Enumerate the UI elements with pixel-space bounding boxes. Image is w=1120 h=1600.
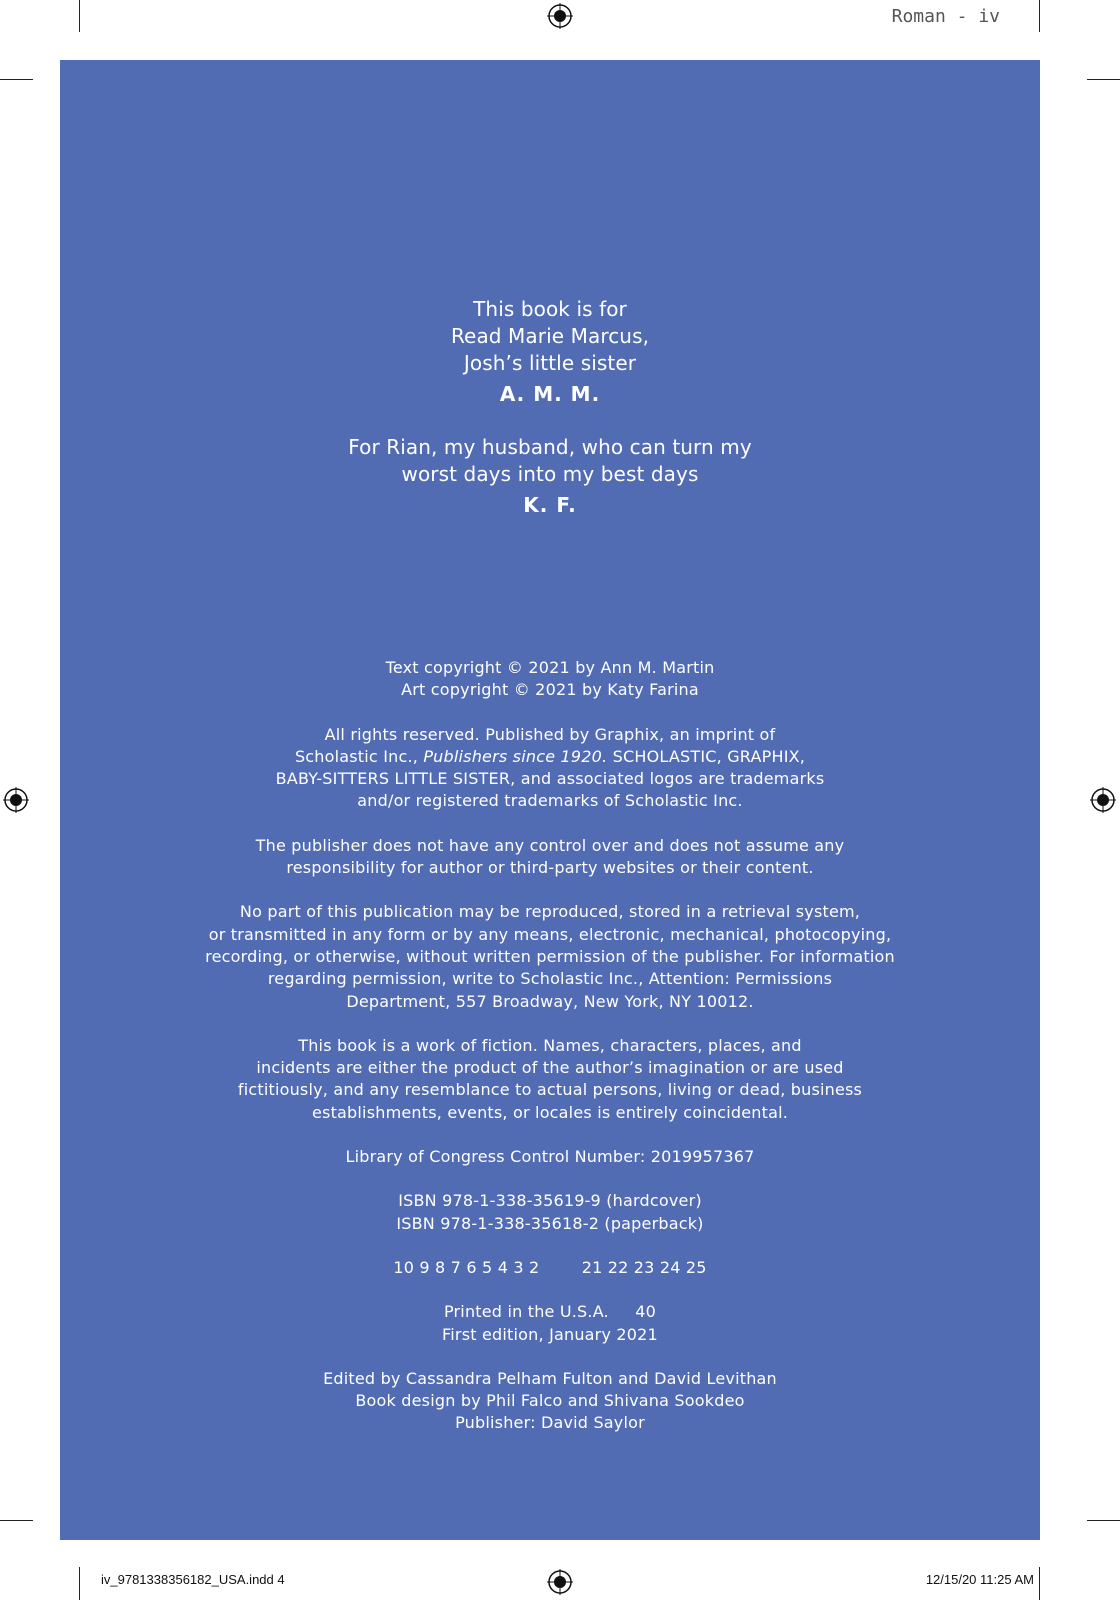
page-panel — [60, 60, 1040, 1540]
fiction-line: This book is a work of fiction. Names, characters, places, and — [298, 1035, 802, 1055]
printed-in: Printed in the U.S.A. 40 — [443, 1302, 657, 1322]
dedication-artist — [60, 434, 1040, 518]
reproduction-line: or transmitted in any form or by any means, electronic, mechanical, photocopying, — [208, 924, 892, 944]
rights-line: and/or registered trademarks of Scholastic Inc. — [357, 791, 743, 811]
credit-line: Publisher: David Saylor — [455, 1413, 645, 1433]
reproduction-line: regarding permission, write to Scholastic Inc., Attention: Permissions — [267, 969, 833, 989]
crop-mark-top-left-v — [79, 0, 80, 32]
dedication-line: For Rian, my husband, who can turn my — [348, 435, 752, 459]
credits — [60, 1368, 1040, 1435]
printer-key: 10 9 8 7 6 5 4 3 2 21 22 23 24 25 — [393, 1257, 707, 1277]
crop-mark-top-right-h — [1087, 79, 1120, 80]
isbn-paperback: ISBN 978-1-338-35618-2 (paperback) — [396, 1213, 704, 1233]
rights-statement — [60, 724, 1040, 813]
rights-line: BABY-SITTERS LITTLE SISTER, and associated logos are trademarks — [275, 769, 825, 789]
crop-mark-bottom-left-h — [0, 1520, 33, 1521]
dedication-author — [60, 296, 1040, 407]
lccn-line: Library of Congress Control Number: 2019957367 — [345, 1147, 755, 1167]
rights-text: SCHOLASTIC, GRAPHIX, — [607, 746, 806, 766]
folio-slug: Roman - iv — [891, 6, 1000, 27]
registration-mark-icon — [547, 1569, 573, 1595]
file-name-slug: iv_9781338356182_USA.indd 4 — [101, 1572, 285, 1587]
fiction-line: establishments, events, or locales is entirely coincidental. — [311, 1102, 788, 1122]
dedication-initials: A. M. M. — [499, 382, 601, 406]
website-disclaimer — [60, 835, 1040, 880]
lccn — [60, 1146, 1040, 1168]
disclaimer-line: responsibility for author or third-party websites or their content. — [286, 858, 814, 878]
disclaimer-line: The publisher does not have any control over and does not assume any — [255, 835, 845, 855]
reproduction-notice — [60, 901, 1040, 1012]
date-time-slug: 12/15/20 11:25 AM — [925, 1572, 1034, 1587]
crop-mark-top-right-v — [1039, 0, 1040, 32]
crop-mark-bottom-right-v — [1039, 1567, 1040, 1600]
dedication-initials: K. F. — [523, 493, 577, 517]
rights-text: Scholastic Inc., — [294, 746, 424, 766]
reproduction-line: No part of this publication may be reproduced, stored in a retrieval system, — [239, 902, 861, 922]
crop-mark-bottom-left-v — [79, 1567, 80, 1600]
edition: First edition, January 2021 — [442, 1324, 658, 1344]
registration-mark-icon — [3, 787, 29, 813]
credit-line: Book design by Phil Falco and Shivana Sookdeo — [355, 1391, 745, 1411]
rights-line — [60, 746, 1040, 768]
dedication-line: Read Marie Marcus, — [450, 324, 650, 348]
dedication-line: worst days into my best days — [401, 462, 699, 486]
fiction-line: incidents are either the product of the author’s imagination or are used — [256, 1058, 844, 1078]
rights-line: All rights reserved. Published by Graphix, an imprint of — [324, 724, 776, 744]
copyright-notice — [60, 657, 1040, 702]
isbn-hardcover: ISBN 978-1-338-35619-9 (hardcover) — [398, 1191, 702, 1211]
reproduction-line: Department, 557 Broadway, New York, NY 10012. — [346, 991, 754, 1011]
crop-mark-bottom-right-h — [1087, 1520, 1120, 1521]
isbn-block — [60, 1190, 1040, 1235]
printing-line — [60, 1257, 1040, 1279]
registration-mark-icon — [1090, 787, 1116, 813]
credit-line: Edited by Cassandra Pelham Fulton and David Levithan — [323, 1368, 777, 1388]
dedication-line: Josh’s little sister — [463, 351, 637, 375]
fiction-line: fictitiously, and any resemblance to actual persons, living or dead, business — [237, 1080, 863, 1100]
publisher-tagline: Publishers since 1920. — [423, 746, 608, 766]
reproduction-line: recording, or otherwise, without written permission of the publisher. For information — [205, 946, 895, 966]
printing-info — [60, 1301, 1040, 1346]
text-copyright: Text copyright © 2021 by Ann M. Martin — [385, 658, 715, 677]
copyright-block — [60, 657, 1040, 1457]
art-copyright: Art copyright © 2021 by Katy Farina — [401, 680, 699, 700]
crop-mark-top-left-h — [0, 79, 33, 80]
fiction-disclaimer — [60, 1035, 1040, 1124]
dedication-line: This book is for — [473, 297, 627, 321]
registration-mark-icon — [547, 3, 573, 29]
